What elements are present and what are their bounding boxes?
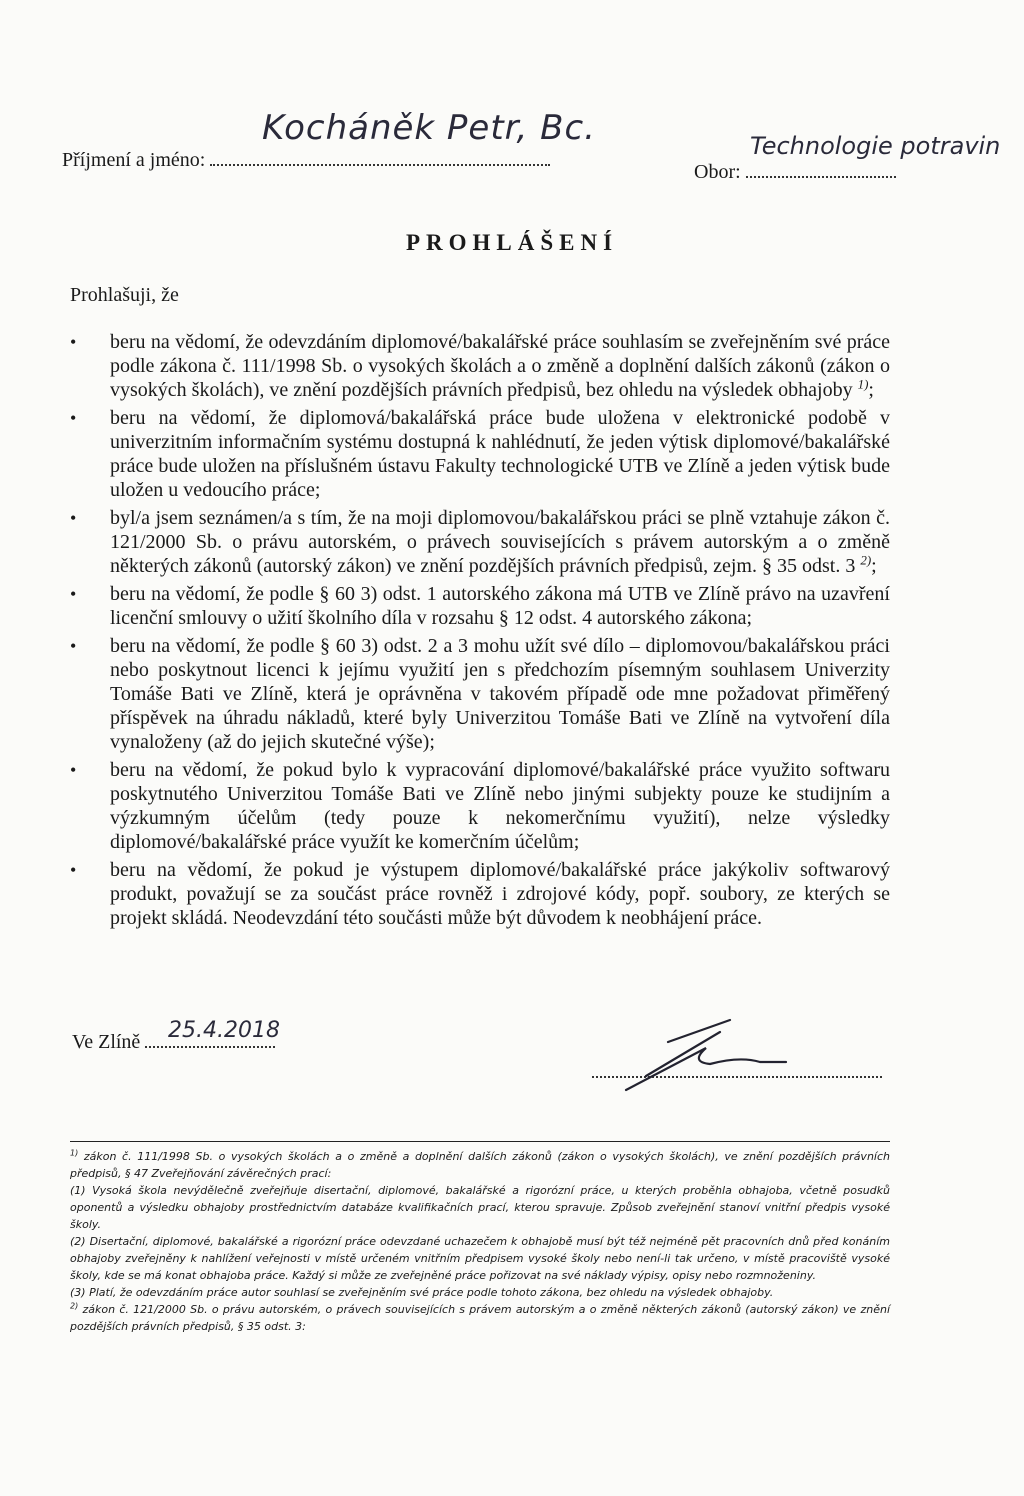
footnote-1: $^{1)}$ zákon č. 111/1998 Sb. o vysokých školách a o změně a doplnění dalších zákonů (zákon o vysokých školách), ve znění pozdějších právních předpisů, § 47 Zveřejňování závěrečných prací: xyxy=(70,1148,890,1180)
footnote-1-para-3: (3) Platí, že odevzdáním práce autor souhlasí se zveřejněním své práce podle tohoto zákona, bez ohledu na výsledek obhajoby. xyxy=(70,1286,774,1299)
place-label: Ve Zlíně xyxy=(72,1031,141,1053)
footnote-2: $^{2)}$ zákon č. 121/2000 Sb. o právu autorském, o právech souvisejících s právem autorským a o změně některých zákonů (autorský zákon) ve znění pozdějších právních předpisů, § 35 odst. 3: xyxy=(70,1301,890,1333)
declaration-item: • beru na vědomí, že pokud bylo k vypracování diplomové/bakalářské práce využito softwaru poskytnutého Univerzitou Tomáše Bati ve Zlíně nebo jinými subjekty pouze ke studijním a výzkumným účelům (tedy pouze k nekomerčnímu využití), nelze výsledky diplomové/bakalářské práce využít ke komerčním účelům; xyxy=(70,758,890,854)
footnote-1-para-2: (2) Disertační, diplomové, bakalářské a rigorózní práce odevzdané uchazečem k obhajobě musí být též nejméně pět pracovních dnů před konáním obhajoby zveřejněny k nahlížení veřejnosti v místě určeném vnitřním předpisem vysoké školy nebo není-li tak určeno, v místě pracoviště vysoké školy, kde se má konat obhajoba práce. Každý si může ze zveřejněné práce pořizovat na své náklady výpisy, opisy nebo rozmnoženiny. xyxy=(70,1235,890,1282)
field-label: Obor: xyxy=(694,161,741,183)
declaration-list xyxy=(70,330,890,930)
footnote-separator xyxy=(70,1141,890,1142)
declaration-item: • byl/a jsem seznámen/a s tím, že na moji diplomovou/bakalářskou práci se plně vztahuje zákon č. 121/2000 Sb. o právu autorském, o právech souvisejících s právem autorským a o změně některých zákonů (autorský zákon) ve znění pozdějších právních předpisů, zejm. § 35 odst. 3 $^{2)}$; xyxy=(70,506,890,578)
declaration-item: • beru na vědomí, že pokud je výstupem diplomové/bakalářské práce jakýkoliv softwarový produkt, považují se za součást práce rovněž i zdrojové kódy, popř. soubory, ze kterých se projekt skládá. Neodevzdání této součásti může být důvodem k neobhájení práce. xyxy=(70,858,890,930)
document-title: PROHLÁŠENÍ xyxy=(405,230,619,255)
intro-text: Prohlašuji, že xyxy=(70,284,179,306)
name-label: Příjmení a jméno: xyxy=(62,149,206,171)
footnotes xyxy=(70,1148,890,1335)
date-handwritten: 25.4.2018 xyxy=(168,1018,280,1043)
field-handwritten: Technologie potravin xyxy=(750,132,1001,160)
field-of-study xyxy=(694,160,896,184)
field-dotted-line xyxy=(746,160,896,178)
declaration-item: • beru na vědomí, že odevzdáním diplomové/bakalářské práce souhlasím se zveřejněním své práce podle zákona č. 111/1998 Sb. o vysokých školách a o změně a doplnění dalších zákonů (zákon o vysokých školách), ve znění pozdějších právních předpisů, bez ohledu na výsledek obhajoby $^{1)}$; xyxy=(70,330,890,402)
name-handwritten: Kocháněk Petr, Bc. xyxy=(262,108,596,148)
name-dotted-line xyxy=(210,148,550,166)
declaration-item: • beru na vědomí, že diplomová/bakalářská práce bude uložena v elektronické podobě v univerzitním informačním systému dostupná k nahlédnutí, že jeden výtisk diplomové/bakalářské práce bude uložen na příslušném ústavu Fakulty technologické UTB ve Zlíně a jeden výtisk bude uložen u vedoucího práce; xyxy=(70,406,890,502)
footnote-1-para-1: (1) Vysoká škola nevýdělečně zveřejňuje disertační, diplomové, bakalářské a rigorózní práce, u kterých proběhla obhajoba, včetně posudků oponentů a výsledku obhajoby prostřednictvím databáze kvalifikačních prací, kterou spravuje. Způsob zveřejnění stanoví vnitřní předpis vysoké školy. xyxy=(70,1184,890,1231)
signature-image xyxy=(610,1012,790,1102)
declaration-item: • beru na vědomí, že podle § 60 3) odst. 2 a 3 mohu užít své dílo – diplomovou/bakalářskou práci nebo poskytnout licenci k jejímu využití jen s předchozím písemným souhlasem Univerzity Tomáše Bati ve Zlíně, která je oprávněna v takovém případě ode mne požadovat přiměřený příspěvek na úhradu nákladů, které byly Univerzitou Tomáše Bati ve Zlíně na vytvoření díla vynaloženy (až do jejich skutečné výše); xyxy=(70,634,890,754)
declaration-item: • beru na vědomí, že podle § 60 3) odst. 1 autorského zákona má UTB ve Zlíně právo na uzavření licenční smlouvy o užití školního díla v rozsahu § 12 odst. 4 autorského zákona; xyxy=(70,582,890,630)
name-field xyxy=(62,148,550,172)
